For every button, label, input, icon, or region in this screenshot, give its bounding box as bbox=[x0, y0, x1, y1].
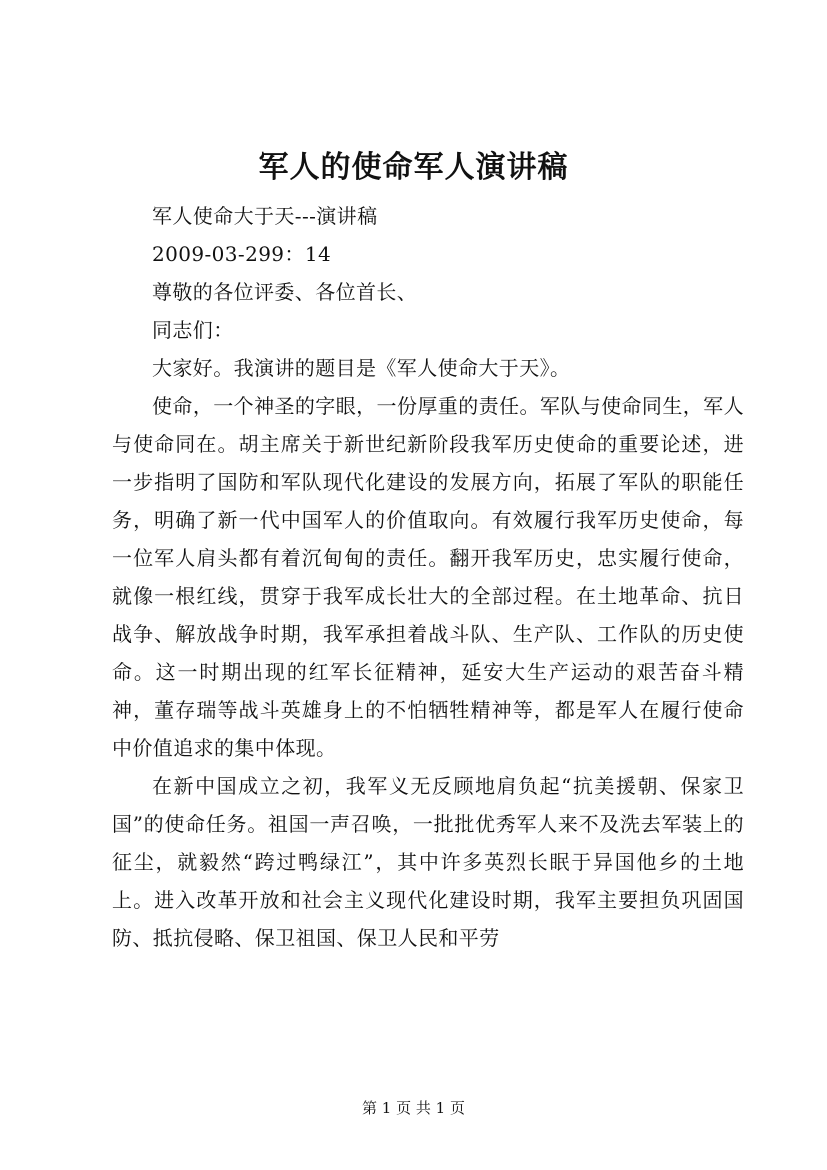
paragraph-salutation-cont: 同志们： bbox=[152, 318, 234, 342]
paragraph-body-1: 使命，一个神圣的字眼，一份厚重的责任。军队与使命同生，军人与使命同在。胡主席关于新世纪新阶段我军历史使命的重要论述，进一步指明了国防和军队现代化建设的发展方向，拓展了军队的职能任务，明确了新一代中国军人的价值取向。有效履行我军历史使命，每一位军人肩头都有着沉甸甸的责任。翻开我军历史，忠实履行使命，就像一根红线，贯穿于我军成长壮大的全部过程。在土地革命、抗日战争、解放战争时期，我军承担着战斗队、生产队、工作队的历史使命。这一时期出现的红军长征精神，延安大生产运动的艰苦奋斗精神，董存瑞等战斗英雄身上的不怕牺牲精神等，都是军人在履行使命中价值追求的集中体现。 bbox=[112, 394, 744, 760]
paragraph-subtitle: 军人使命大于天---演讲稿 bbox=[152, 204, 378, 228]
page-number-footer: 第 1 页 共 1 页 bbox=[362, 1099, 465, 1117]
paragraph-date: 2009-03-299：14 bbox=[152, 242, 332, 266]
paragraph-greeting: 大家好。我演讲的题目是《军人使命大于天》。 bbox=[152, 356, 571, 380]
paragraph-body-2: 在新中国成立之初，我军义无反顾地肩负起“抗美援朝、保家卫国”的使命任务。祖国一声召唤，一批批优秀军人来不及洗去军装上的征尘，就毅然“跨过鸭绿江”，其中许多英烈长眠于异国他乡的土地上。进入改革开放和社会主义现代化建设时期，我军主要担负巩固国防、抵抗侵略、保卫祖国、保卫人民和平劳 bbox=[112, 774, 744, 950]
document-title: 军人的使命军人演讲稿 bbox=[258, 150, 569, 185]
paragraph-salutation: 尊敬的各位评委、各位首长、 bbox=[152, 280, 418, 304]
document-body bbox=[112, 197, 744, 957]
